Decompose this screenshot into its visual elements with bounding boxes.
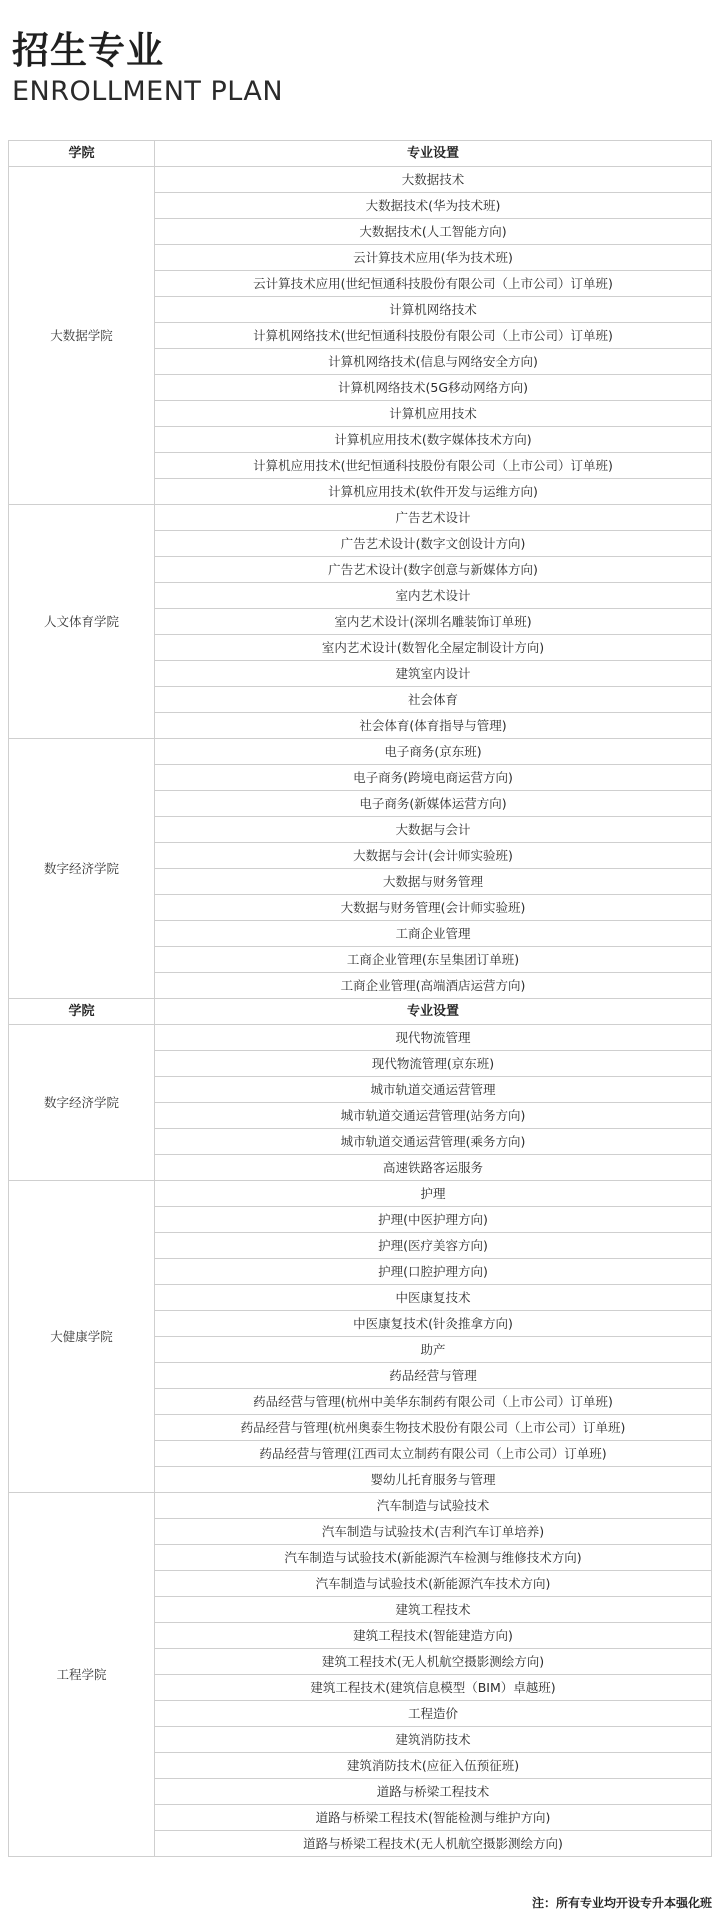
major-cell: 护理(口腔护理方向)	[155, 1259, 712, 1285]
major-cell: 建筑工程技术(无人机航空摄影测绘方向)	[155, 1649, 712, 1675]
major-cell: 电子商务(跨境电商运营方向)	[155, 765, 712, 791]
major-cell: 工商企业管理(东呈集团订单班)	[155, 947, 712, 973]
major-cell: 建筑工程技术(建筑信息模型（BIM）卓越班)	[155, 1675, 712, 1701]
major-cell: 高速铁路客运服务	[155, 1155, 712, 1181]
major-cell: 城市轨道交通运营管理(乘务方向)	[155, 1129, 712, 1155]
major-cell: 婴幼儿托育服务与管理	[155, 1467, 712, 1493]
major-cell: 大数据与财务管理(会计师实验班)	[155, 895, 712, 921]
major-cell: 计算机网络技术	[155, 297, 712, 323]
table-row	[9, 1493, 712, 1519]
table-row	[9, 739, 712, 765]
page-header	[12, 28, 283, 108]
major-cell: 药品经营与管理(杭州奥泰生物技术股份有限公司（上市公司）订单班)	[155, 1415, 712, 1441]
major-cell: 建筑消防技术	[155, 1727, 712, 1753]
enrollment-table	[8, 140, 712, 1857]
major-cell: 电子商务(京东班)	[155, 739, 712, 765]
major-cell: 汽车制造与试验技术(新能源汽车检测与维修技术方向)	[155, 1545, 712, 1571]
major-cell: 道路与桥梁工程技术	[155, 1779, 712, 1805]
major-cell: 计算机应用技术(数字媒体技术方向)	[155, 427, 712, 453]
college-cell: 数字经济学院	[9, 739, 155, 999]
major-cell: 药品经营与管理(杭州中美华东制药有限公司（上市公司）订单班)	[155, 1389, 712, 1415]
major-cell: 计算机网络技术(世纪恒通科技股份有限公司（上市公司）订单班)	[155, 323, 712, 349]
major-cell: 药品经营与管理	[155, 1363, 712, 1389]
major-cell: 室内艺术设计(深圳名雕装饰订单班)	[155, 609, 712, 635]
major-cell: 云计算技术应用(华为技术班)	[155, 245, 712, 271]
major-cell: 大数据与会计(会计师实验班)	[155, 843, 712, 869]
header-majors: 专业设置	[155, 141, 712, 167]
major-cell: 大数据技术	[155, 167, 712, 193]
major-cell: 计算机网络技术(5G移动网络方向)	[155, 375, 712, 401]
major-cell: 大数据与会计	[155, 817, 712, 843]
major-cell: 护理(中医护理方向)	[155, 1207, 712, 1233]
major-cell: 电子商务(新媒体运营方向)	[155, 791, 712, 817]
major-cell: 计算机网络技术(信息与网络安全方向)	[155, 349, 712, 375]
page-title: 招生专业	[12, 29, 164, 72]
major-cell: 广告艺术设计	[155, 505, 712, 531]
major-cell: 工程造价	[155, 1701, 712, 1727]
major-cell: 大数据技术(华为技术班)	[155, 193, 712, 219]
header-college: 学院	[9, 141, 155, 167]
page-subtitle: ENROLLMENT PLAN	[12, 76, 284, 107]
major-cell: 汽车制造与试验技术	[155, 1493, 712, 1519]
major-cell: 护理(医疗美容方向)	[155, 1233, 712, 1259]
table-row	[9, 505, 712, 531]
college-cell: 人文体育学院	[9, 505, 155, 739]
major-cell: 云计算技术应用(世纪恒通科技股份有限公司（上市公司）订单班)	[155, 271, 712, 297]
major-cell: 室内艺术设计	[155, 583, 712, 609]
table-row	[9, 1025, 712, 1051]
major-cell: 道路与桥梁工程技术(智能检测与维护方向)	[155, 1805, 712, 1831]
major-cell: 计算机应用技术	[155, 401, 712, 427]
enrollment-table-body	[9, 141, 712, 1857]
major-cell: 广告艺术设计(数字创意与新媒体方向)	[155, 557, 712, 583]
major-cell: 道路与桥梁工程技术(无人机航空摄影测绘方向)	[155, 1831, 712, 1857]
major-cell: 汽车制造与试验技术(吉利汽车订单培养)	[155, 1519, 712, 1545]
major-cell: 现代物流管理	[155, 1025, 712, 1051]
major-cell: 城市轨道交通运营管理(站务方向)	[155, 1103, 712, 1129]
college-cell: 数字经济学院	[9, 1025, 155, 1181]
footnote: 注：所有专业均开设专升本强化班	[531, 1896, 712, 1910]
college-cell: 大健康学院	[9, 1181, 155, 1493]
header-majors: 专业设置	[155, 999, 712, 1025]
major-cell: 工商企业管理(高端酒店运营方向)	[155, 973, 712, 999]
major-cell: 城市轨道交通运营管理	[155, 1077, 712, 1103]
major-cell: 建筑工程技术	[155, 1597, 712, 1623]
major-cell: 中医康复技术	[155, 1285, 712, 1311]
header-college: 学院	[9, 999, 155, 1025]
major-cell: 汽车制造与试验技术(新能源汽车技术方向)	[155, 1571, 712, 1597]
major-cell: 建筑消防技术(应征入伍预征班)	[155, 1753, 712, 1779]
table-row	[9, 1181, 712, 1207]
major-cell: 计算机应用技术(软件开发与运维方向)	[155, 479, 712, 505]
major-cell: 现代物流管理(京东班)	[155, 1051, 712, 1077]
major-cell: 中医康复技术(针灸推拿方向)	[155, 1311, 712, 1337]
major-cell: 大数据技术(人工智能方向)	[155, 219, 712, 245]
major-cell: 建筑室内设计	[155, 661, 712, 687]
major-cell: 建筑工程技术(智能建造方向)	[155, 1623, 712, 1649]
major-cell: 社会体育	[155, 687, 712, 713]
major-cell: 计算机应用技术(世纪恒通科技股份有限公司（上市公司）订单班)	[155, 453, 712, 479]
college-cell: 大数据学院	[9, 167, 155, 505]
table-header-row	[9, 141, 712, 167]
major-cell: 助产	[155, 1337, 712, 1363]
major-cell: 药品经营与管理(江西司太立制药有限公司（上市公司）订单班)	[155, 1441, 712, 1467]
major-cell: 护理	[155, 1181, 712, 1207]
major-cell: 工商企业管理	[155, 921, 712, 947]
major-cell: 广告艺术设计(数字文创设计方向)	[155, 531, 712, 557]
table-row	[9, 167, 712, 193]
major-cell: 室内艺术设计(数智化全屋定制设计方向)	[155, 635, 712, 661]
major-cell: 大数据与财务管理	[155, 869, 712, 895]
major-cell: 社会体育(体育指导与管理)	[155, 713, 712, 739]
college-cell: 工程学院	[9, 1493, 155, 1857]
table-header-row	[9, 999, 712, 1025]
